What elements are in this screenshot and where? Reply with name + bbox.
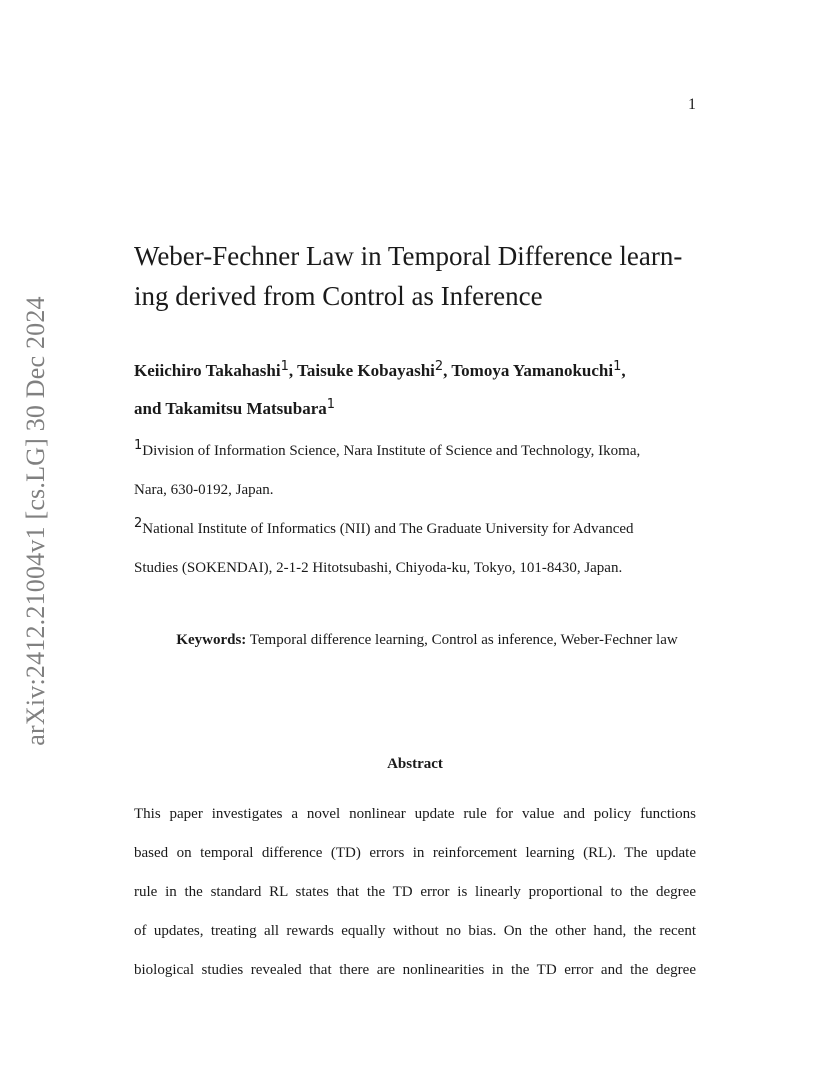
author-separator: , <box>288 361 298 380</box>
keywords <box>134 632 696 649</box>
author-list <box>134 352 696 428</box>
author-separator: , <box>621 361 626 380</box>
author-line <box>134 390 696 428</box>
author-name: Takamitsu Matsubara <box>165 399 327 418</box>
author-name: Tomoya Yamanokuchi <box>451 361 614 380</box>
author-separator: , <box>443 361 452 380</box>
arxiv-identifier: arXiv:2412.21004v1 [cs.LG] 30 Dec 2024 <box>21 296 50 746</box>
affiliation <box>134 510 696 588</box>
paper-title <box>134 236 696 316</box>
author-conjunction: and <box>134 399 166 418</box>
author-name: Keiichiro Takahashi <box>134 361 281 380</box>
abstract-line: based on temporal difference (TD) errors in reinforcement learning (RL). The update <box>134 845 696 861</box>
author-affiliation-mark: 1 <box>280 359 289 374</box>
author-affiliation-mark: 1 <box>326 397 336 412</box>
abstract-line: rule in the standard RL states that the TD error is linearly proportional to the degree <box>134 884 696 900</box>
affiliation-mark: 2 <box>134 516 143 531</box>
author-affiliation-mark: 1 <box>613 359 622 374</box>
affiliation-mark: 1 <box>134 438 143 453</box>
affiliation-text: National Institute of Informatics (NII) and The Graduate University for Advanced <box>142 521 634 537</box>
abstract-line: This paper investigates a novel nonlinear update rule for value and policy functions <box>134 806 696 822</box>
abstract-line: biological studies revealed that there are nonlinearities in the TD error and the degree <box>134 962 696 978</box>
title-line: ing derived from Control as Inference <box>134 281 543 311</box>
affiliation-line: Studies (SOKENDAI), 2-1-2 Hitotsubashi, Chiyoda-ku, Tokyo, 101-8430, Japan. <box>134 560 623 576</box>
author-line <box>134 352 696 390</box>
keywords-label: Keywords: <box>176 632 247 648</box>
author-affiliation-mark: 2 <box>434 359 444 374</box>
affiliation-line: Nara, 630-0192, Japan. <box>134 482 274 498</box>
affiliation-line <box>134 510 696 549</box>
paper-body <box>134 236 696 990</box>
abstract-heading: Abstract <box>387 756 443 772</box>
affiliation-line <box>134 432 696 471</box>
author-name: Taisuke Kobayashi <box>297 361 435 380</box>
keywords-text: Temporal difference learning, Control as inference, Weber-Fechner law <box>246 632 678 648</box>
page-number: 1 <box>688 96 696 113</box>
affiliation <box>134 432 696 510</box>
title-line: Weber-Fechner Law in Temporal Difference learn- <box>134 241 683 271</box>
affiliation-text: Division of Information Science, Nara Institute of Science and Technology, Ikoma, <box>142 443 641 459</box>
abstract-line: of updates, treating all rewards equally without no bias. On the other hand, the recent <box>134 923 696 939</box>
abstract-text <box>134 795 696 990</box>
